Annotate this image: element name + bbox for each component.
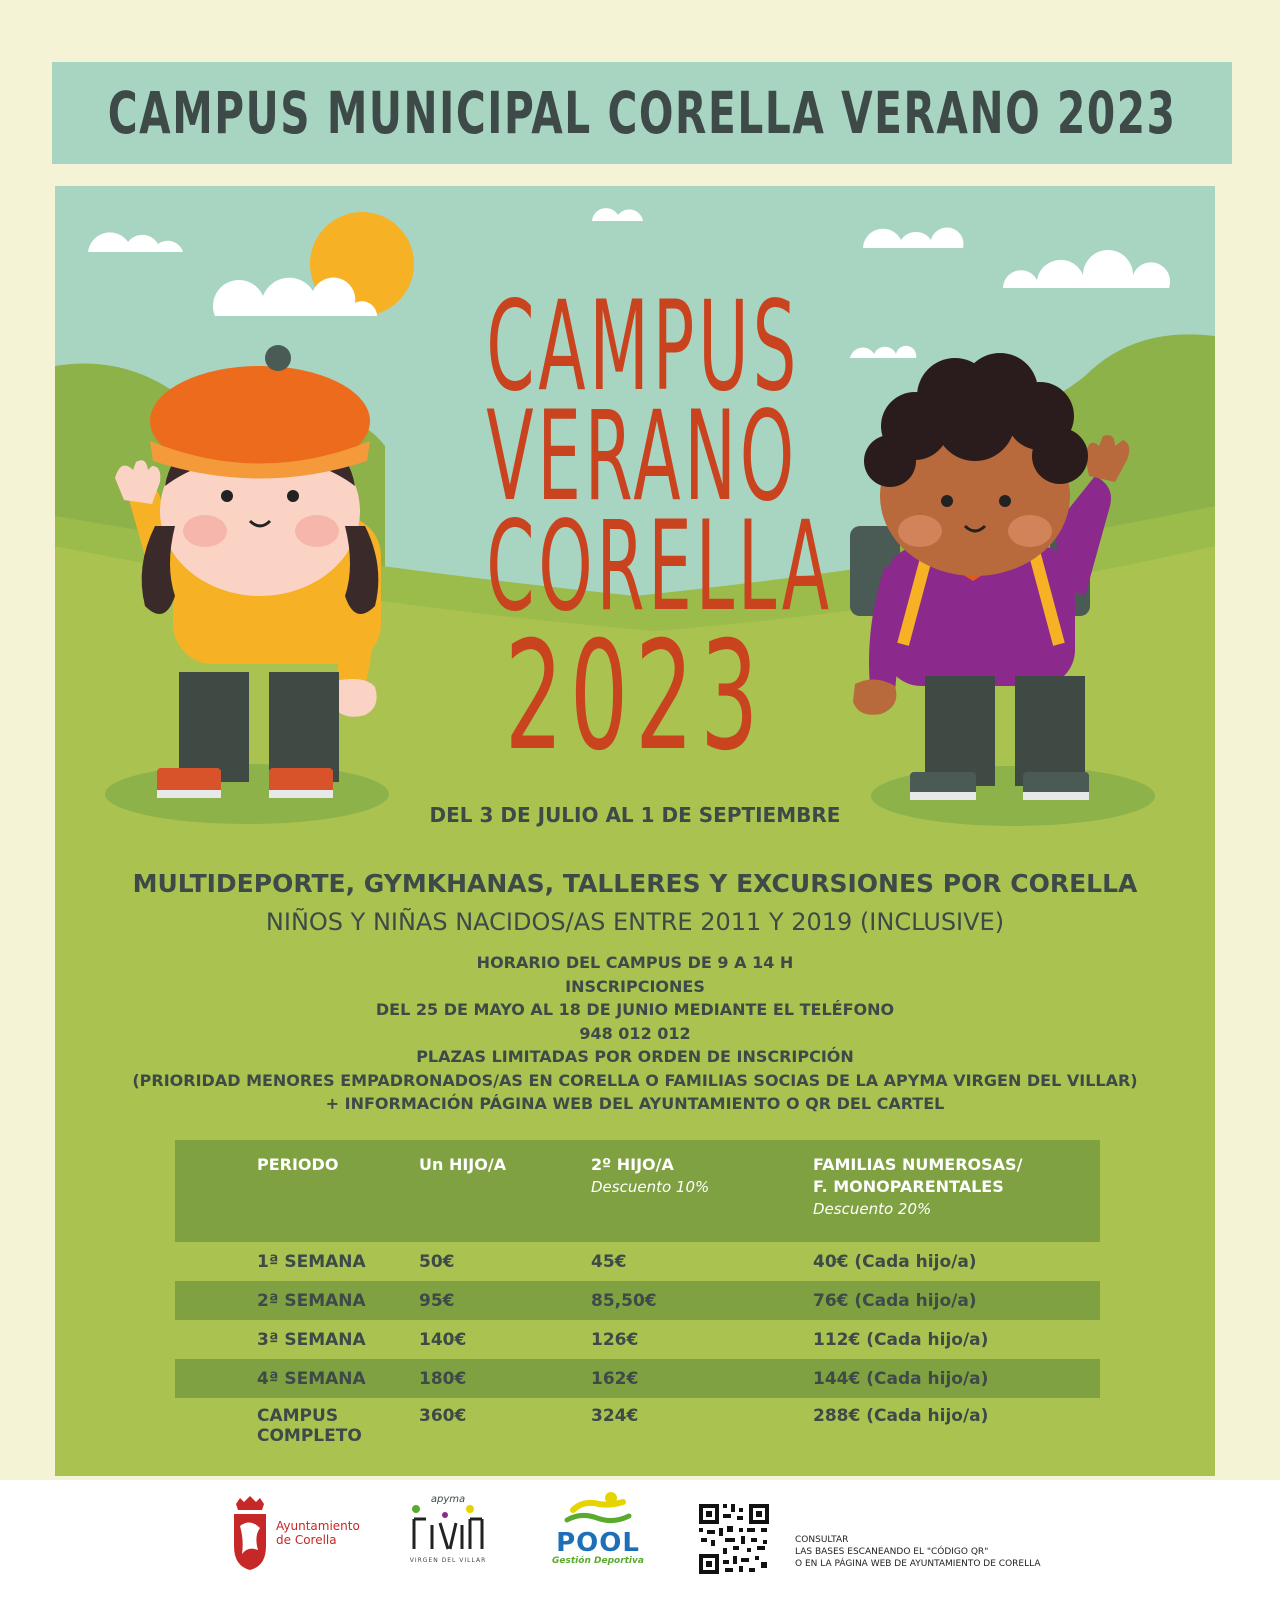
header-second-child-discount: Descuento 10% [591, 1178, 710, 1196]
cell-second: 126€ [591, 1329, 639, 1350]
cell-one: 180€ [419, 1359, 591, 1398]
info-line: (PRIORIDAD MENORES EMPADRONADOS/AS EN CORELLA O FAMILIAS SOCIAS DE LA APYMA VIRGEN DEL VILLAR) [132, 1070, 1138, 1090]
apyma-figures-icon [410, 1505, 486, 1551]
info-line: HORARIO DEL CAMPUS DE 9 A 14 H [476, 953, 794, 972]
table-row [175, 1398, 1100, 1456]
cell-family: 112€ (Cada hijo/a) [813, 1329, 989, 1350]
pool-subtitle: Gestión Deportiva [552, 1556, 644, 1566]
cell-second: 85,50€ [591, 1281, 813, 1320]
cell-family: 76€ (Cada hijo/a) [813, 1281, 1100, 1320]
info-line: DEL 25 DE MAYO AL 18 DE JUNIO MEDIANTE EL TELÉFONO [375, 1000, 895, 1019]
table-row [175, 1281, 1100, 1320]
campus-activities: MULTIDEPORTE, GYMKHANAS, TALLERES Y EXCURSIONES POR CORELLA [132, 869, 1138, 898]
campus-ages: NIÑOS Y NIÑAS NACIDOS/AS ENTRE 2011 Y 2019 (INCLUSIVE) [265, 908, 1005, 936]
info-line: PLAZAS LIMITADAS POR ORDEN DE INSCRIPCIÓN [416, 1047, 854, 1066]
cell-second: 162€ [591, 1359, 813, 1398]
cell-family: 288€ (Cada hijo/a) [813, 1406, 989, 1426]
header-second-child-label: 2º HIJO/A [591, 1155, 674, 1174]
cell-period: 2ª SEMANA [175, 1281, 419, 1320]
table-row [175, 1242, 1100, 1281]
price-table-header [175, 1140, 1100, 1242]
apyma-subtitle: VIRGEN DEL VILLAR [409, 1557, 487, 1564]
consult-note [795, 1534, 1040, 1570]
header-period: PERIODO [175, 1140, 419, 1242]
coat-of-arms-icon [232, 1496, 268, 1570]
info-phone: 948 012 012 [579, 1023, 691, 1043]
poster [55, 186, 1215, 1476]
cell-family: 144€ (Cada hijo/a) [813, 1359, 1100, 1398]
consult-line2: LAS BASES ESCANEANDO EL "CÓDIGO QR" [795, 1547, 989, 1557]
cell-period [175, 1398, 419, 1456]
cell-one: 95€ [419, 1281, 591, 1320]
header-title: CAMPUS MUNICIPAL CORELLA VERANO 2023 [107, 79, 1177, 147]
campus-dates: DEL 3 DE JULIO AL 1 DE SEPTIEMBRE [429, 803, 841, 827]
swimmer-icon [563, 1490, 633, 1526]
title-year: 2023 [504, 610, 766, 784]
cell-period-line2: COMPLETO [257, 1426, 362, 1446]
cell-one: 50€ [419, 1251, 455, 1272]
qr-code-icon[interactable] [697, 1502, 771, 1576]
cell-second: 324€ [591, 1406, 639, 1426]
title-line-corella: CORELLA [486, 495, 833, 639]
header-band [52, 62, 1232, 164]
info-line: + INFORMACIÓN PÁGINA WEB DEL AYUNTAMIENTO O QR DEL CARTEL [325, 1094, 945, 1113]
consult-line1: CONSULTAR [795, 1535, 849, 1545]
header-families-line2: F. MONOPARENTALES [813, 1177, 1004, 1196]
cell-one: 140€ [419, 1329, 467, 1350]
cell-period: 3ª SEMANA [257, 1329, 366, 1350]
info-line: INSCRIPCIONES [565, 976, 705, 996]
cell-period: 1ª SEMANA [257, 1251, 366, 1272]
campus-info [55, 951, 1215, 1116]
pool-word: POOL [556, 1528, 640, 1558]
consult-line3: O EN LA PÁGINA WEB DE AYUNTAMIENTO DE CORELLA [795, 1559, 1041, 1569]
title-line-verano: VERANO [486, 385, 798, 529]
cell-second: 45€ [591, 1251, 627, 1272]
header-families-discount: Descuento 20% [813, 1200, 932, 1218]
cell-one: 360€ [419, 1406, 467, 1426]
header-second-child [591, 1140, 813, 1242]
apyma-word: apyma [430, 1494, 466, 1505]
cell-period-line1: CAMPUS [257, 1406, 339, 1426]
ayuntamiento-logo [232, 1496, 360, 1570]
header-families [813, 1140, 1100, 1242]
ayuntamiento-name-line2: de Corella [276, 1533, 337, 1547]
footer [0, 1480, 1280, 1600]
table-row [175, 1320, 1100, 1359]
cell-family: 40€ (Cada hijo/a) [813, 1251, 977, 1272]
ayuntamiento-name-line1: Ayuntamiento [276, 1519, 360, 1533]
pool-logo [548, 1490, 648, 1566]
apyma-logo [408, 1494, 488, 1564]
header-families-line1: FAMILIAS NUMEROSAS/ [813, 1155, 1023, 1174]
poster-title [395, 275, 875, 784]
table-row [175, 1359, 1100, 1398]
title-line-campus: CAMPUS [486, 275, 801, 419]
price-table [175, 1140, 1100, 1456]
header-one-child: Un HIJO/A [419, 1140, 591, 1242]
cell-period: 4ª SEMANA [175, 1359, 419, 1398]
